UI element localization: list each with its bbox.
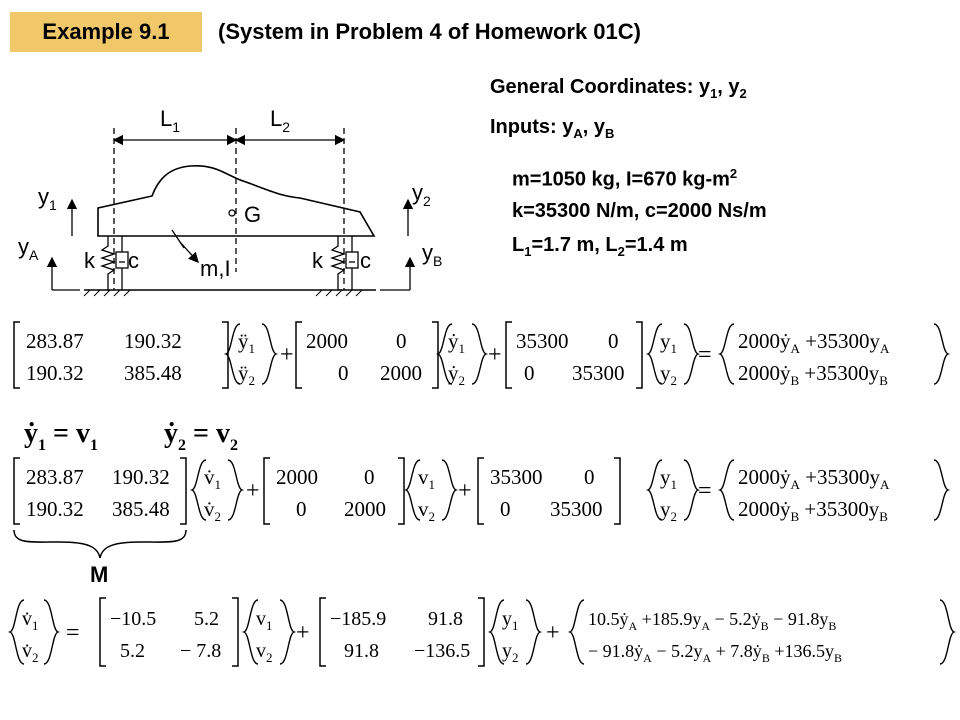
svg-text:2000ẏA +35300yA: 2000ẏ$_A$ $+35300y_A$ xyxy=(738,465,890,492)
eq3-m12: 190.32 xyxy=(112,465,170,489)
eq4-b21: 91.8 xyxy=(344,640,379,662)
k-right-label: k xyxy=(312,248,323,273)
k-left-label: k xyxy=(84,248,95,273)
svg-text:=: = xyxy=(698,478,712,504)
eq3-c11: 2000 xyxy=(276,465,318,489)
damper-right xyxy=(346,236,358,290)
svg-text:y2: $y_2$ xyxy=(660,497,677,524)
eq2-right: ẏ$_2$ = $v_2$ xyxy=(164,418,238,454)
eq1-rhs-1: 2000ẏ$_A$ $+35300y_A$ xyxy=(738,329,890,356)
eq3-k12: 0 xyxy=(584,465,595,489)
equation-1 xyxy=(14,322,948,388)
g-label: G xyxy=(244,202,262,227)
eq1-rhs-2: 2000ẏ$_B$ $+35300y_B$ xyxy=(738,361,888,388)
params-line-3: $L_1=1.7$ m, $L_2=1.4$ m xyxy=(512,234,688,259)
svg-text:v̇2: $v̇_2$ xyxy=(22,640,39,665)
equation-4 xyxy=(10,598,954,666)
svg-text:ẏ2: ẏ$_2$ xyxy=(448,361,465,388)
eq1-m22: 385.48 xyxy=(124,361,182,385)
equation-2 xyxy=(24,418,238,454)
eq2-left: ẏ$_1$ = $v_1$ xyxy=(24,418,98,454)
mass-label: m,I xyxy=(200,256,231,281)
eq4-a21: 5.2 xyxy=(120,640,145,662)
eq1-m12: 190.32 xyxy=(124,329,182,353)
svg-text:y1: $y_1$ xyxy=(502,608,519,633)
c-left-label: c xyxy=(128,248,139,273)
eq1-k12: 0 xyxy=(608,329,619,353)
svg-text:y2: $y_2$ xyxy=(660,361,677,388)
y2-label: $y_2$ xyxy=(412,180,431,209)
params-line-1: m=1050 kg, I=670 $kg-m^2$ xyxy=(512,166,738,191)
svg-text:+: + xyxy=(246,478,260,504)
eq1-m21: 190.32 xyxy=(26,361,84,385)
svg-text:=: = xyxy=(66,620,80,646)
c-right-label: c xyxy=(360,248,371,273)
eq4-b12: 91.8 xyxy=(428,608,463,630)
svg-text:y1: $y_1$ xyxy=(660,329,677,356)
l2-label: $L_2$ xyxy=(270,106,291,135)
svg-text:2000ẏB +35300yB: 2000ẏ$_B$ $+35300y_B$ xyxy=(738,497,888,524)
eq3-c21: 0 xyxy=(296,497,307,521)
svg-text:+: + xyxy=(546,620,560,646)
svg-text:v̇2: $v̇_2$ xyxy=(204,497,221,524)
svg-text:v2: $v_2$ xyxy=(256,640,273,665)
svg-text:=: = xyxy=(698,342,712,368)
svg-text:+: + xyxy=(458,478,472,504)
svg-text:+: + xyxy=(280,342,294,368)
ya-label: $y_A$ xyxy=(18,234,39,263)
eq1-m11: 283.87 xyxy=(26,329,84,353)
eq4-b11: −185.9 xyxy=(330,608,387,630)
eq3-m11: 283.87 xyxy=(26,465,84,489)
eq4-rhs-1: 10.5ẏ$_A$ $+185.9y_A$ − 5.2ẏ$_B$ − $91.8y_B$ xyxy=(588,609,837,633)
eq4-a12: 5.2 xyxy=(194,608,219,630)
equation-3 xyxy=(14,458,948,587)
eq1-c11: 2000 xyxy=(306,329,348,353)
svg-text:y1: $y_1$ xyxy=(660,465,677,492)
y1-label: $y_1$ xyxy=(38,184,57,213)
svg-text:ÿ2: $ÿ_2$ xyxy=(238,361,255,388)
example-title: Example 9.1 xyxy=(10,12,202,52)
m-label: M xyxy=(90,562,109,587)
ground-hatching xyxy=(84,290,362,296)
l1-label: $L_1$ xyxy=(160,106,181,135)
eq1-k21: 0 xyxy=(524,361,535,385)
eq1-k11: 35300 xyxy=(516,329,569,353)
svg-text:v̇1: $v̇_1$ xyxy=(22,608,39,633)
general-coordinates: General Coordinates: $y_1$, $y_2$ xyxy=(490,76,747,101)
eq3-k11: 35300 xyxy=(490,465,543,489)
eq1-c22: 2000 xyxy=(380,361,422,385)
svg-text:+: + xyxy=(488,342,502,368)
eq4-a22: − 7.8 xyxy=(180,640,222,662)
svg-text:+: + xyxy=(296,620,310,646)
eq1-c12: 0 xyxy=(396,329,407,353)
svg-text:v2: $v_2$ xyxy=(418,497,435,524)
example-subtitle: (System in Problem 4 of Homework 01C) xyxy=(218,19,641,44)
spring-right xyxy=(332,236,344,290)
yb-label: $y_B$ xyxy=(422,240,443,269)
eq3-m22: 385.48 xyxy=(112,497,170,521)
eq4-rhs-2: − 91.8ẏ$_A$ − $5.2y_A$ + 7.8ẏ$_B$ $+136.5y_B$ xyxy=(588,641,842,665)
spring-left xyxy=(102,236,114,290)
eq3-k22: 35300 xyxy=(550,497,603,521)
svg-text:ẏ1: ẏ$_1$ xyxy=(448,329,465,356)
eq4-b22: −136.5 xyxy=(414,640,471,662)
svg-text:v1: $v_1$ xyxy=(418,465,435,492)
inputs-line: Inputs: $y_A$, $y_B$ xyxy=(490,116,615,141)
eq4-a11: −10.5 xyxy=(110,608,157,630)
cg-marker xyxy=(229,210,235,216)
svg-text:v1: $v_1$ xyxy=(256,608,273,633)
eq3-k21: 0 xyxy=(500,497,511,521)
svg-text:v̇1: $v̇_1$ xyxy=(204,465,221,492)
vehicle-diagram xyxy=(52,128,410,290)
damper-left xyxy=(116,236,128,290)
eq1-c21: 0 xyxy=(338,361,349,385)
eq1-k22: 35300 xyxy=(572,361,625,385)
eq3-c12: 0 xyxy=(364,465,375,489)
rotation-arrow xyxy=(172,230,198,262)
eq3-c22: 2000 xyxy=(344,497,386,521)
eq3-m21: 190.32 xyxy=(26,497,84,521)
m-brace xyxy=(14,530,186,558)
params-line-2: k=35300 N/m, c=2000 Ns/m xyxy=(512,200,767,222)
svg-text:ÿ1: $ÿ_1$ xyxy=(238,329,255,356)
svg-text:y2: $y_2$ xyxy=(502,640,519,665)
